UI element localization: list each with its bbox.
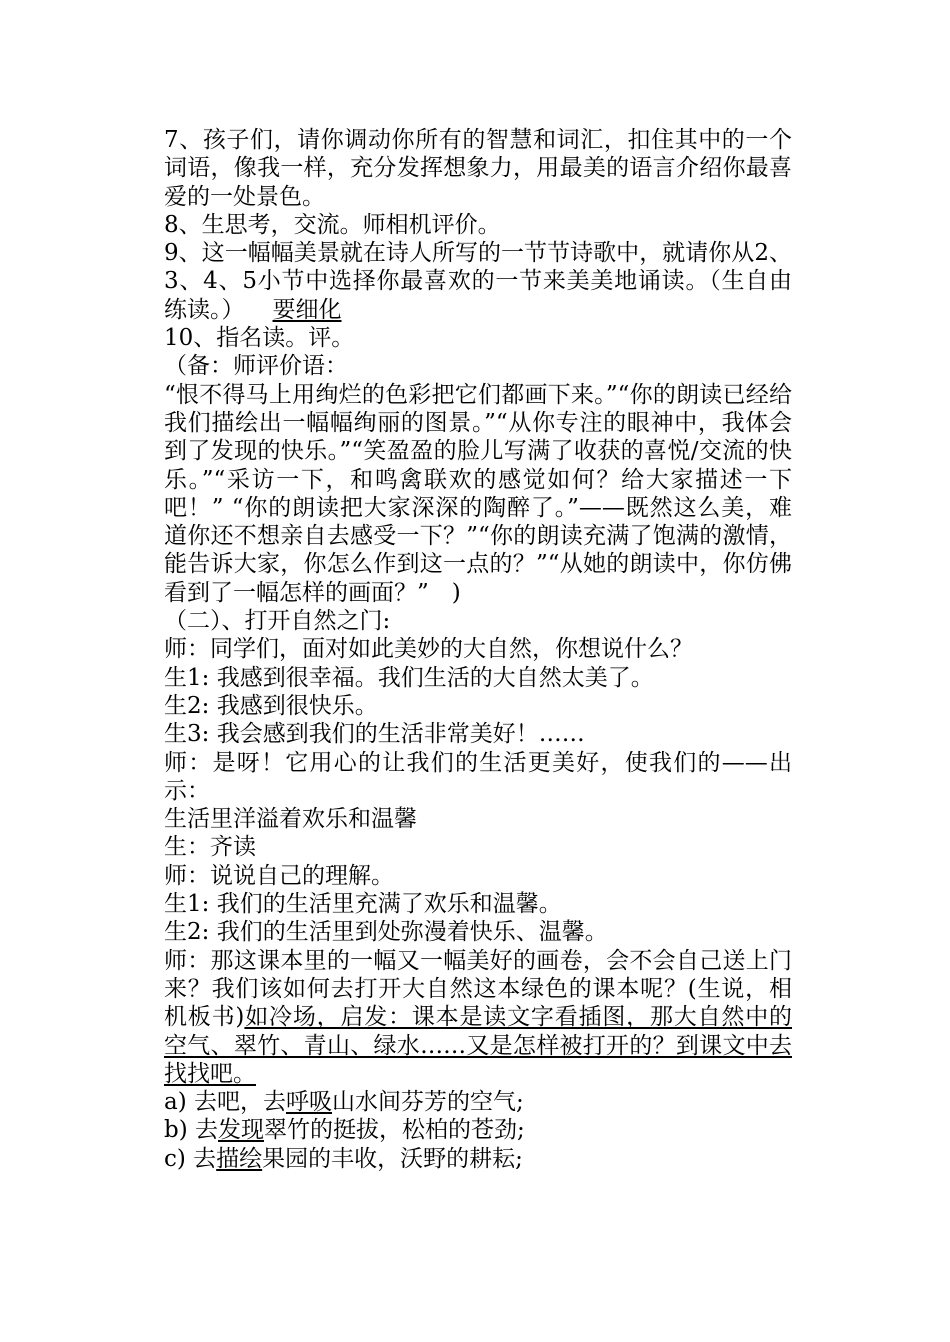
underlined-verb: 描绘 [216, 1145, 263, 1172]
list-item-b: b) 去发现翠竹的挺拔，松柏的苍劲; [164, 1117, 525, 1144]
paragraph-10: 10、指名读。评。 [164, 325, 355, 352]
list-marker: a) [164, 1089, 187, 1116]
teacher-line-2: 师：是呀！它用心的让我们的生活更美好，使我们的——出示： [164, 749, 792, 804]
teacher-comments-heading: （备：师评价语： [164, 353, 348, 380]
paragraph-9 [164, 239, 792, 324]
document-page [164, 126, 792, 1173]
list-marker: b) [164, 1117, 188, 1144]
teacher-line-4 [164, 947, 792, 1088]
underlined-verb: 呼吸 [286, 1089, 332, 1116]
student-line-1: 生1: 我感到很幸福。我们生活的大自然太美了。 [164, 664, 654, 691]
list-item-c: c) 去描绘果园的丰收，沃野的耕耘; [164, 1145, 523, 1172]
teacher-line-1: 师：同学们，面对如此美妙的大自然，你想说什么？ [164, 636, 693, 663]
underlined-note-refine: 要细化 [272, 296, 342, 323]
teacher-line-4-text: 师：那这课本里的一幅又一幅美好的画卷，会不会自己送上门来？我们该如何去打开大自然这本绿色的课本呢？(生说，相机板书) [164, 947, 792, 1031]
teacher-line-3: 师：说说自己的理解。 [164, 862, 394, 889]
student-line-5: 生2: 我们的生活里到处弥漫着快乐、温馨。 [164, 919, 608, 946]
teacher-comments: “恨不得马上用绚烂的色彩把它们都画下来。”“你的朗读已经给我们描绘出一幅幅绚丽的图景。”“从你专注的眼神中，我体会到了发现的快乐。”“笑盈盈的脸儿写满了收获的喜悦/交流的快乐。”“采访一下，和鸣禽联欢的感觉如何？给大家描述一下吧！” “你的朗读把大家深深的陶醉了。”——既然这么美，难道你还不想亲自去感受一下？”“你的朗读充满了饱满的激情，能告诉大家，你怎么作到这一点的？”“从她的朗读中，你仿佛看到了一幅怎样的画面？” ) [164, 381, 792, 606]
student-line-2: 生2: 我感到很快乐。 [164, 692, 378, 719]
underlined-hint: 如冷场，启发：课本是读文字看插图，那大自然中的空气、翠竹、青山、绿水……又是怎样被打开的？到课文中去找找吧。 [164, 1004, 792, 1087]
underlined-verb: 发现 [218, 1117, 265, 1144]
paragraph-9-text: 9、这一幅幅美景就在诗人所写的一节节诗歌中，就请你从2、3、4、5小节中选择你最喜欢的一节来美美地诵读。（生自由练读。） [164, 240, 792, 323]
section-heading-open-nature: （二）、打开自然之门: [164, 608, 391, 635]
student-line-3: 生3: 我会感到我们的生活非常美好！…… [164, 721, 585, 748]
paragraph-7: 7、孩子们，请你调动你所有的智慧和词汇，扣住其中的一个词语，像我一样，充分发挥想象力，用最美的语言介绍你最喜爱的一处景色。 [164, 127, 792, 210]
display-text: 生活里洋溢着欢乐和温馨 [164, 806, 417, 833]
list-marker: c) [164, 1145, 186, 1172]
list-item-a: a) 去吧，去呼吸山水间芬芳的空气; [164, 1089, 524, 1116]
paragraph-8: 8、生思考，交流。师相机评价。 [164, 211, 501, 238]
student-read-aloud: 生：齐读 [164, 834, 256, 861]
student-line-4: 生1: 我们的生活里充满了欢乐和温馨。 [164, 891, 562, 918]
